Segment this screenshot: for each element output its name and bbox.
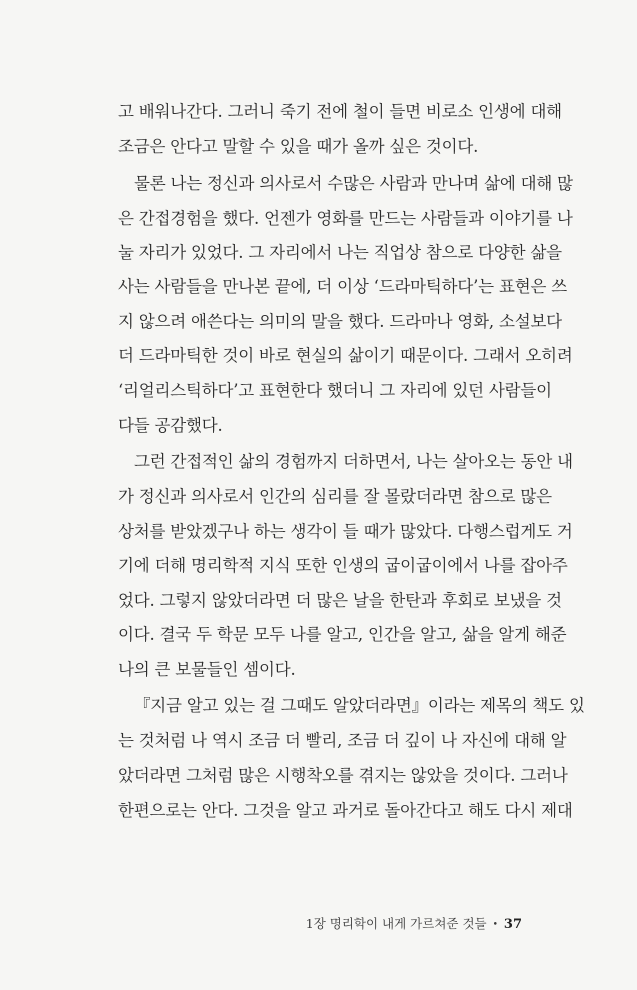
body-text-line: ‘리얼리스틱하다’고 표현한다 했더니 그 자리에 있던 사람들이 [118, 381, 552, 400]
body-text-line: 나의 큰 보물들인 셈이다. [118, 660, 296, 679]
body-text-line: 았더라면 그처럼 많은 시행착오를 겪지는 않았을 것이다. 그러나 [118, 766, 568, 785]
body-text-line: 눌 자리가 있었다. 그 자리에서 나는 직업상 참으로 다양한 삶을 [118, 243, 562, 262]
footer-separator: • [492, 920, 498, 930]
body-text-line: 상처를 받았겠구나 하는 생각이 들 때가 많았다. 다행스럽게도 거 [118, 522, 573, 541]
body-text-line: 고 배워나간다. 그러니 죽기 전에 철이 들면 비로소 인생에 대해 [118, 102, 562, 121]
body-text-line: 조금은 안다고 말할 수 있을 때가 올까 싶은 것이다. [118, 137, 479, 156]
body-text-line: 『지금 알고 있는 걸 그때도 알았더라면』이라는 제목의 책도 있 [134, 696, 585, 715]
body-text-line: 한편으로는 안다. 그것을 알고 과거로 돌아간다고 해도 다시 제대 [118, 801, 573, 820]
page-number: 37 [503, 917, 522, 932]
body-text-line: 기에 더해 명리학적 지식 또한 인생의 굽이굽이에서 나를 잡아주 [118, 556, 568, 575]
running-footer [300, 914, 522, 934]
body-text-line: 지 않으려 애쓴다는 의미의 말을 했다. 드라마나 영화, 소설보다 [118, 312, 562, 331]
body-text-line: 는 것처럼 나 역시 조금 더 빨리, 조금 더 깊이 나 자신에 대해 알 [118, 731, 567, 750]
body-text-line: 사는 사람들을 만나본 끝에, 더 이상 ‘드라마틱하다’는 표현은 쓰 [118, 277, 567, 296]
body-text-line: 그런 간접적인 삶의 경험까지 더하면서, 나는 살아오는 동안 내 [134, 452, 573, 471]
chapter-title: 1장 명리학이 내게 가르쳐준 것들 [305, 916, 487, 931]
body-text-line: 가 정신과 의사로서 인간의 심리를 잘 몰랐더라면 참으로 많은 [118, 487, 552, 506]
body-text-line: 더 드라마틱한 것이 바로 현실의 삶이기 때문이다. 그래서 오히려 [118, 346, 573, 365]
body-text-line: 은 간접경험을 했다. 언젠가 영화를 만드는 사람들과 이야기를 나 [118, 209, 573, 228]
body-text-line: 었다. 그렇지 않았더라면 더 많은 날을 한탄과 후회로 보냈을 것 [118, 591, 562, 610]
body-text-line: 이다. 결국 두 학문 모두 나를 알고, 인간을 알고, 삶을 알게 해준 [118, 625, 567, 644]
body-text-line: 물론 나는 정신과 의사로서 수많은 사람과 만나며 삶에 대해 많 [134, 174, 573, 193]
body-text-line: 다들 공감했다. [118, 416, 223, 435]
